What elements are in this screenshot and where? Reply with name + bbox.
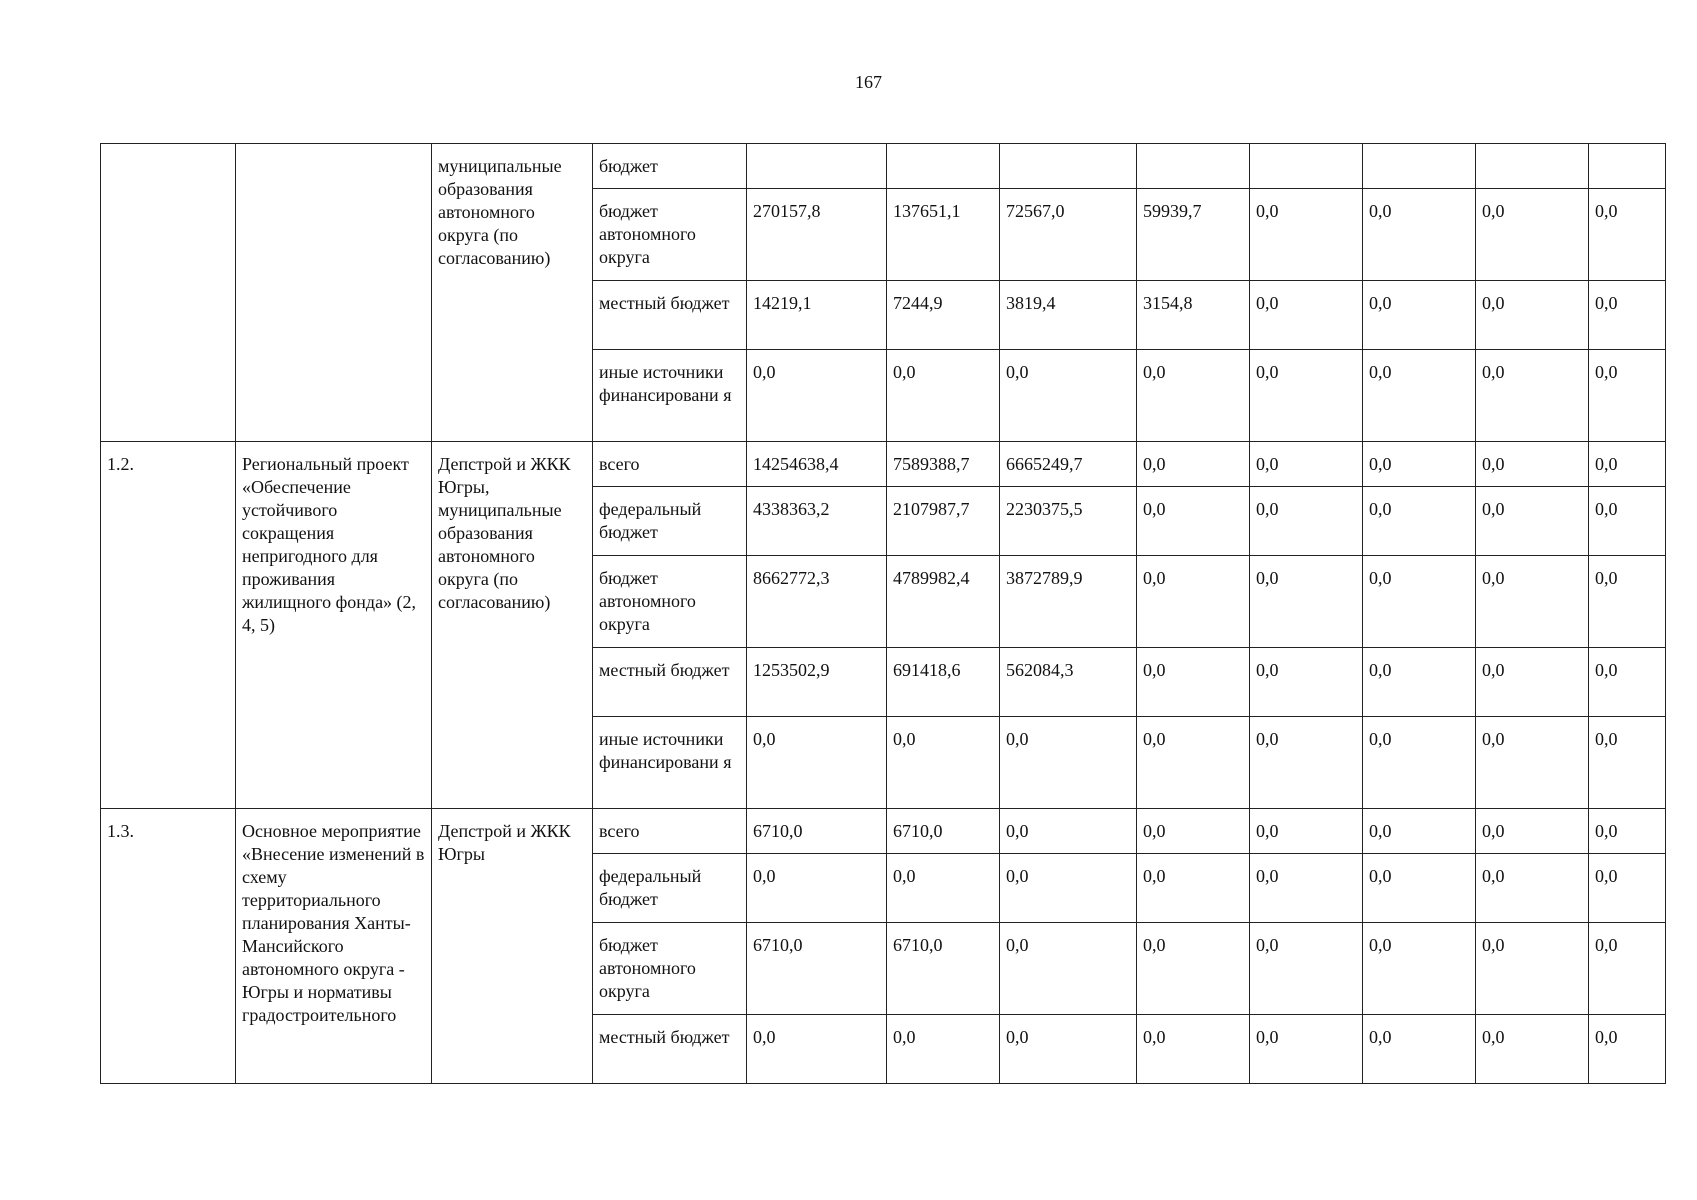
source-cell: местный бюджет <box>593 1015 747 1084</box>
value-cell: 0,0 <box>887 717 1000 809</box>
value-cell: 2230375,5 <box>1000 487 1137 556</box>
source-cell: всего <box>593 809 747 854</box>
value-cell: 0,0 <box>1000 350 1137 442</box>
value-cell: 0,0 <box>1476 189 1589 281</box>
name-cell <box>236 144 432 442</box>
source-cell: федеральный бюджет <box>593 854 747 923</box>
value-cell: 0,0 <box>747 350 887 442</box>
value-cell: 0,0 <box>1476 350 1589 442</box>
value-cell: 0,0 <box>1589 189 1666 281</box>
value-cell: 0,0 <box>1589 923 1666 1015</box>
value-cell: 0,0 <box>1250 809 1363 854</box>
value-cell: 0,0 <box>1250 442 1363 487</box>
value-cell: 0,0 <box>1250 854 1363 923</box>
source-cell: местный бюджет <box>593 648 747 717</box>
item-executor: Депстрой и ЖКК Югры <box>432 809 593 1084</box>
value-cell: 0,0 <box>1476 648 1589 717</box>
value-cell: 4338363,2 <box>747 487 887 556</box>
value-cell: 4789982,4 <box>887 556 1000 648</box>
number-cell <box>101 144 236 442</box>
value-cell: 0,0 <box>1476 1015 1589 1084</box>
value-cell: 6665249,7 <box>1000 442 1137 487</box>
executor-cell: муниципальные образования автономного округа (по согласованию) <box>432 144 593 442</box>
value-cell: 0,0 <box>1137 1015 1250 1084</box>
value-cell: 0,0 <box>1363 809 1476 854</box>
value-cell: 0,0 <box>1363 487 1476 556</box>
value-cell: 0,0 <box>1476 854 1589 923</box>
value-cell: 0,0 <box>1363 189 1476 281</box>
value-cell: 0,0 <box>747 717 887 809</box>
value-cell <box>1000 144 1137 189</box>
value-cell <box>1363 144 1476 189</box>
table-row <box>101 809 1666 854</box>
source-cell: местный бюджет <box>593 281 747 350</box>
value-cell: 0,0 <box>1589 487 1666 556</box>
value-cell: 0,0 <box>1476 556 1589 648</box>
value-cell: 0,0 <box>1000 923 1137 1015</box>
value-cell: 7244,9 <box>887 281 1000 350</box>
value-cell: 0,0 <box>1250 923 1363 1015</box>
value-cell: 0,0 <box>1137 648 1250 717</box>
value-cell: 0,0 <box>1476 442 1589 487</box>
value-cell: 0,0 <box>1137 809 1250 854</box>
item-name: Основное мероприятие «Внесение изменений в схему территориального планирования Ханты-Мансийского автономного округа - Югры и нормативы градостроительного <box>236 809 432 1084</box>
value-cell: 0,0 <box>1363 556 1476 648</box>
value-cell: 7589388,7 <box>887 442 1000 487</box>
value-cell: 0,0 <box>1363 923 1476 1015</box>
value-cell: 0,0 <box>1250 1015 1363 1084</box>
source-cell: бюджет автономного округа <box>593 189 747 281</box>
value-cell: 0,0 <box>1363 1015 1476 1084</box>
value-cell: 0,0 <box>887 350 1000 442</box>
value-cell: 0,0 <box>1137 717 1250 809</box>
table-row <box>101 442 1666 487</box>
source-cell: бюджет <box>593 144 747 189</box>
table-row <box>101 144 1666 189</box>
value-cell <box>1476 144 1589 189</box>
value-cell: 0,0 <box>1589 648 1666 717</box>
value-cell <box>1137 144 1250 189</box>
value-cell: 0,0 <box>1250 717 1363 809</box>
value-cell: 0,0 <box>887 1015 1000 1084</box>
value-cell: 1253502,9 <box>747 648 887 717</box>
value-cell: 0,0 <box>1363 350 1476 442</box>
value-cell <box>747 144 887 189</box>
value-cell: 0,0 <box>1363 717 1476 809</box>
value-cell <box>887 144 1000 189</box>
page-number: 167 <box>855 72 882 92</box>
value-cell: 3154,8 <box>1137 281 1250 350</box>
value-cell: 0,0 <box>1250 350 1363 442</box>
value-cell: 0,0 <box>1589 350 1666 442</box>
item-executor: Депстрой и ЖКК Югры, муниципальные образования автономного округа (по согласованию) <box>432 442 593 809</box>
item-name: Региональный проект «Обеспечение устойчивого сокращения непригодного для проживания жилищного фонда» (2, 4, 5) <box>236 442 432 809</box>
source-cell: всего <box>593 442 747 487</box>
value-cell: 0,0 <box>1476 809 1589 854</box>
source-cell: бюджет автономного округа <box>593 923 747 1015</box>
value-cell: 270157,8 <box>747 189 887 281</box>
value-cell: 0,0 <box>1363 854 1476 923</box>
value-cell: 0,0 <box>747 1015 887 1084</box>
value-cell: 0,0 <box>1589 809 1666 854</box>
value-cell: 2107987,7 <box>887 487 1000 556</box>
value-cell: 6710,0 <box>747 809 887 854</box>
value-cell: 0,0 <box>1476 487 1589 556</box>
value-cell: 0,0 <box>1589 556 1666 648</box>
value-cell: 0,0 <box>1250 556 1363 648</box>
value-cell: 0,0 <box>1000 809 1137 854</box>
value-cell: 0,0 <box>1000 1015 1137 1084</box>
value-cell <box>1250 144 1363 189</box>
value-cell: 0,0 <box>747 854 887 923</box>
value-cell: 0,0 <box>1589 717 1666 809</box>
value-cell: 0,0 <box>1137 487 1250 556</box>
value-cell: 0,0 <box>1363 648 1476 717</box>
value-cell: 0,0 <box>1000 854 1137 923</box>
value-cell: 0,0 <box>1589 442 1666 487</box>
value-cell: 6710,0 <box>887 809 1000 854</box>
value-cell <box>1589 144 1666 189</box>
value-cell: 0,0 <box>1589 854 1666 923</box>
value-cell: 0,0 <box>1137 350 1250 442</box>
value-cell: 14254638,4 <box>747 442 887 487</box>
value-cell: 137651,1 <box>887 189 1000 281</box>
source-cell: федеральный бюджет <box>593 487 747 556</box>
value-cell: 3819,4 <box>1000 281 1137 350</box>
value-cell: 0,0 <box>887 854 1000 923</box>
value-cell: 6710,0 <box>887 923 1000 1015</box>
value-cell: 0,0 <box>1250 648 1363 717</box>
source-cell: иные источники финансировани я <box>593 350 747 442</box>
value-cell: 0,0 <box>1363 281 1476 350</box>
value-cell: 0,0 <box>1137 923 1250 1015</box>
value-cell: 0,0 <box>1000 717 1137 809</box>
value-cell: 0,0 <box>1250 487 1363 556</box>
source-cell: бюджет автономного округа <box>593 556 747 648</box>
value-cell: 0,0 <box>1589 281 1666 350</box>
value-cell: 3872789,9 <box>1000 556 1137 648</box>
value-cell: 0,0 <box>1476 923 1589 1015</box>
value-cell: 6710,0 <box>747 923 887 1015</box>
value-cell: 0,0 <box>1476 717 1589 809</box>
budget-table <box>100 143 1666 1084</box>
value-cell: 691418,6 <box>887 648 1000 717</box>
value-cell: 0,0 <box>1589 1015 1666 1084</box>
source-cell: иные источники финансировани я <box>593 717 747 809</box>
value-cell: 562084,3 <box>1000 648 1137 717</box>
value-cell: 14219,1 <box>747 281 887 350</box>
value-cell: 0,0 <box>1137 442 1250 487</box>
value-cell: 0,0 <box>1137 854 1250 923</box>
value-cell: 59939,7 <box>1137 189 1250 281</box>
value-cell: 0,0 <box>1363 442 1476 487</box>
value-cell: 0,0 <box>1137 556 1250 648</box>
value-cell: 72567,0 <box>1000 189 1137 281</box>
value-cell: 0,0 <box>1250 189 1363 281</box>
value-cell: 8662772,3 <box>747 556 887 648</box>
item-number: 1.3. <box>101 809 236 1084</box>
item-number: 1.2. <box>101 442 236 809</box>
value-cell: 0,0 <box>1476 281 1589 350</box>
value-cell: 0,0 <box>1250 281 1363 350</box>
